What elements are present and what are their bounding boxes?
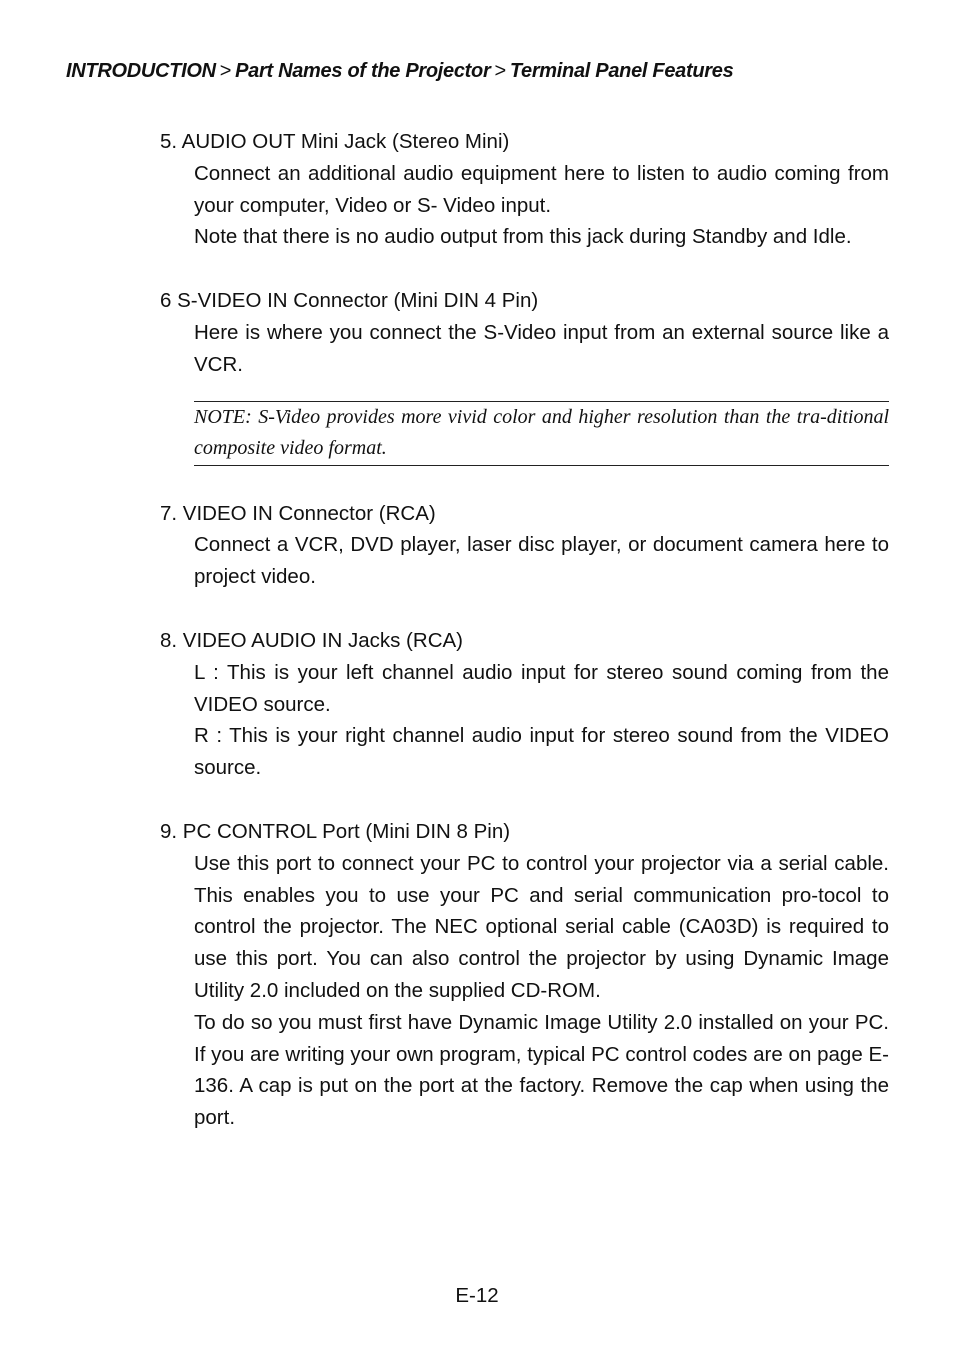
breadcrumb-terminal-panel: Terminal Panel Features (509, 60, 734, 82)
breadcrumb-separator: > (494, 60, 506, 82)
item-pc-control (160, 816, 889, 1134)
item-video-in (160, 498, 889, 593)
item-video-audio-in (160, 625, 889, 784)
item-paragraph: To do so you must first have Dynamic Image Utility 2.0 installed on your PC. If you are writing your own program, typical PC control codes are on page E-136. A cap is put on the port at the factory. Remove the cap when using the port. (194, 1010, 889, 1130)
item-paragraph: Note that there is no audio output from this jack during Standby and Idle. (194, 225, 852, 249)
item-title: 9. PC CONTROL Port (Mini DIN 8 Pin) (160, 819, 511, 843)
item-paragraph: R : This is your right channel audio input for stereo sound from the VIDEO source. (194, 724, 889, 780)
item-s-video-in (160, 285, 889, 380)
breadcrumb-separator: > (219, 60, 232, 82)
item-title: 7. VIDEO IN Connector (RCA) (160, 501, 436, 525)
note-text: NOTE: S-Video provides more vivid color and higher resolution than the tra-ditional composite video format. (194, 405, 889, 460)
item-paragraph: Connect an additional audio equipment here to listen to audio coming from your computer, Video or S- Video input. (194, 161, 889, 217)
note-box (194, 401, 889, 466)
breadcrumb (66, 60, 733, 83)
item-paragraph: Here is where you connect the S-Video input from an external source like a VCR. (194, 320, 889, 376)
breadcrumb-part-names: Part Names of the Projector (235, 60, 491, 82)
item-paragraph: Connect a VCR, DVD player, laser disc player, or document camera here to project video. (194, 533, 889, 589)
item-title: 5. AUDIO OUT Mini Jack (Stereo Mini) (160, 130, 510, 153)
page-number: E-12 (455, 1284, 499, 1307)
item-paragraph: L : This is your left channel audio input for stereo sound coming from the VIDEO source. (194, 660, 889, 716)
page-content (160, 126, 889, 1166)
item-title: 6 S-VIDEO IN Connector (Mini DIN 4 Pin) (160, 289, 539, 313)
item-title: 8. VIDEO AUDIO IN Jacks (RCA) (160, 628, 463, 652)
item-audio-out (160, 126, 889, 253)
item-paragraph: Use this port to connect your PC to control your projector via a serial cable. This enables you to use your PC and serial communication pro-tocol to control the projector. The NEC optional serial cable (CA03D) is required to use this port. You can also control the projector by using Dynamic Image Utility 2.0 included on the supplied CD-ROM. (194, 851, 889, 1002)
breadcrumb-introduction: INTRODUCTION (66, 60, 216, 82)
